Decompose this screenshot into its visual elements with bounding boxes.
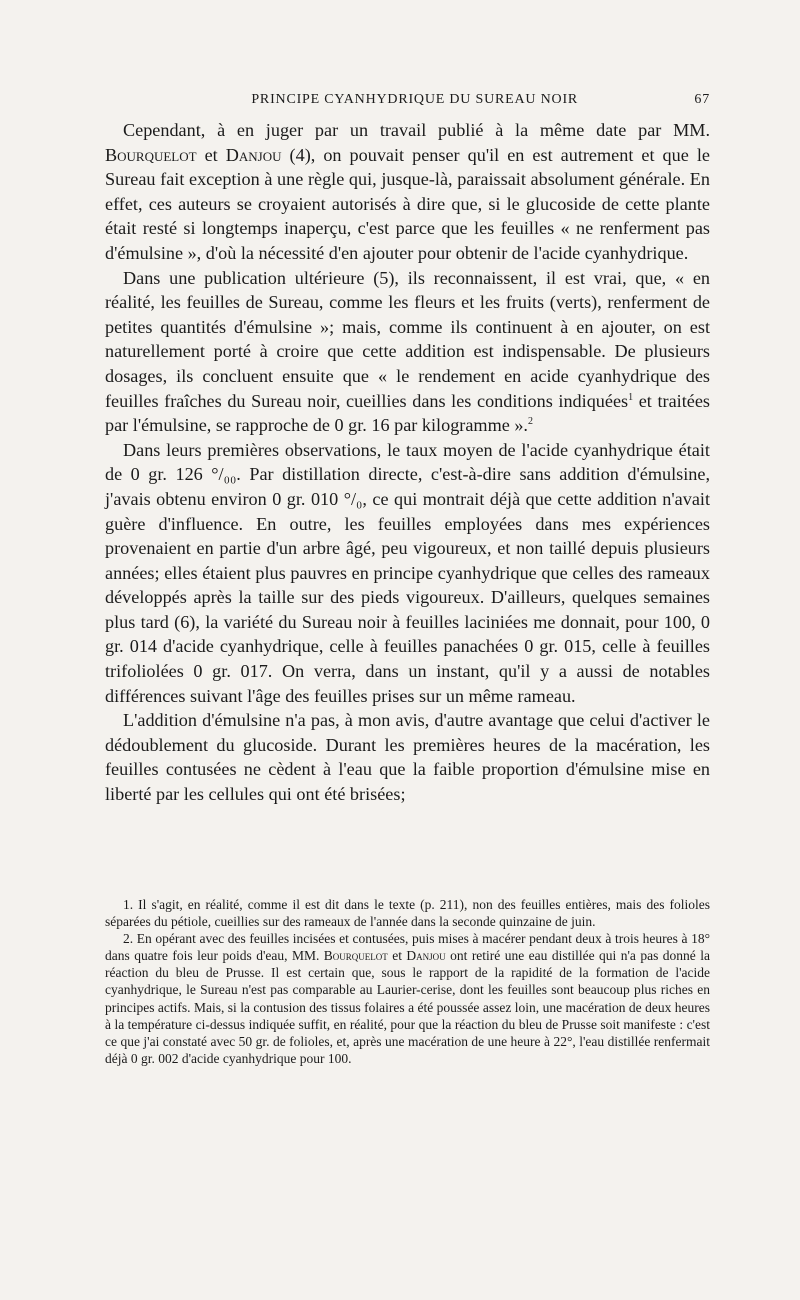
paragraph-1-text-a: Cependant, à en juger par un travail publié à la même date par MM. [123,120,710,140]
paragraph-1-text-b: et [196,144,226,165]
main-text [105,118,710,807]
author-name-bourquelot: Bourquelot [105,144,197,165]
footnote-2 [105,930,710,1067]
footnote-1: 1. Il s'agit, en réalité, comme il est dit dans le texte (p. 211), non des feuilles entières, mais des folioles séparées du pétiole, cueillies sur des rameaux de l'année dans la seconde quinzaine de juin. [105,897,710,930]
author-name-bourquelot: Bourquelot [323,948,388,964]
footnote-2-text-c: ont retiré une eau distillée qui n'a pas donné la réaction du bleu de Prusse. Il est certain que, sous le rapport de la rapidité de la formation de l'acide cyanhydrique, le Sureau n'est pas comparable au Laurier-cerise, dont les feuilles sont beaucoup plus riches en principes actifs. Mais, si la contusion des tissus folaires a été poussée assez loin, une macération de deux heures à la température ci-dessus indiquée suffit, en réalité, pour que la réaction du bleu de Prusse soit manifeste : c'est ce que j'ai constaté avec 50 gr. de folioles, et, après une macération de une heure à 22°, l'eau distillée renfermait déjà 0 gr. 002 d'acide cyanhydrique pour 100. [105,948,710,1066]
paragraph-2-text-b: et traitées par l'émulsine, se rapproche de 0 gr. 16 par kilogramme ». [105,390,710,436]
paragraph-1-text-c: (4), on pouvait penser qu'il en est autrement et que le Sureau fait exception à une règle qui, jusque-là, paraissait absolument générale. En effet, ces auteurs se croyaient autorisés à dire que, si le glucoside de cette plante était resté si longtemps inaperçu, c'est parce que les feuilles « ne renferment pas d'émulsine », d'où la nécessité d'en ajouter pour obtenir de l'acide cyanhydrique. [105,144,710,263]
paragraph-4: L'addition d'émulsine n'a pas, à mon avis, d'autre avantage que celui d'activer le dédoublement du glucoside. Durant les premières heures de la macération, les feuilles contusées ne cèdent à l'eau que la faible proportion d'émulsine mise en liberté par les cellules qui ont été brisées; [105,710,710,805]
footnote-ref-1: 1 [628,391,634,403]
footnote-2-text-a: 2. En opérant avec des feuilles incisées et contusées, puis mises à macérer pendant deux à trois heures à 18° dans quatre fois leur poids d'eau, MM. [105,931,710,964]
paragraph-1 [105,118,710,266]
footnotes [105,896,710,1067]
paragraph-2-text-a: Dans une publication ultérieure (5), ils reconnaissent, il est vrai, que, « en réalité, les feuilles de Sureau, comme les fleurs et les fruits (verts), renferment de petites quantités d'émulsine »; mais, comme ils continuent à en ajouter, on est naturellement porté à croire que cette addition est indispensable. De plusieurs dosages, ils concluent ensuite que « le rendement en acide cyanhydrique des feuilles fraîches du Sureau noir, cueillies dans les conditions indiquées [105,267,710,411]
paragraph-3: Dans leurs premières observations, le taux moyen de l'acide cyanhydrique était de 0 gr. 126 °/₀₀. Par distillation directe, c'est-à-dire sans addition d'émulsine, j'avais obtenu environ 0 gr. 010 °/₀, ce qui montrait déjà que cette addition n'avait guère d'influence. En outre, les feuilles employées dans mes expériences provenaient en partie d'un arbre âgé, peu vigoureux, et non taillé depuis plusieurs années; elles étaient plus pauvres en principe cyanhydrique que celles des rameaux développés après la taille sur des pieds vigoureux. D'ailleurs, quelques semaines plus tard (6), la variété du Sureau noir à feuilles laciniées me donnait, pour 100, 0 gr. 014 d'acide cyanhydrique, celle à feuilles panachées 0 gr. 015, celle à feuilles trifoliolées 0 gr. 017. On verra, dans un instant, qu'il y a aussi de notables différences suivant l'âge des feuilles prises sur un même rameau. [105,439,710,706]
footnote-2-text-b: et [387,948,407,964]
author-name-danjou: Danjou [406,948,446,964]
running-title: PRINCIPE CYANHYDRIQUE DU SUREAU NOIR [251,92,579,107]
footnote-ref-2: 2 [527,416,533,428]
author-name-danjou: Danjou [225,144,282,165]
running-header [105,92,710,108]
page-number: 67 [694,92,710,107]
paragraph-2 [105,266,710,438]
